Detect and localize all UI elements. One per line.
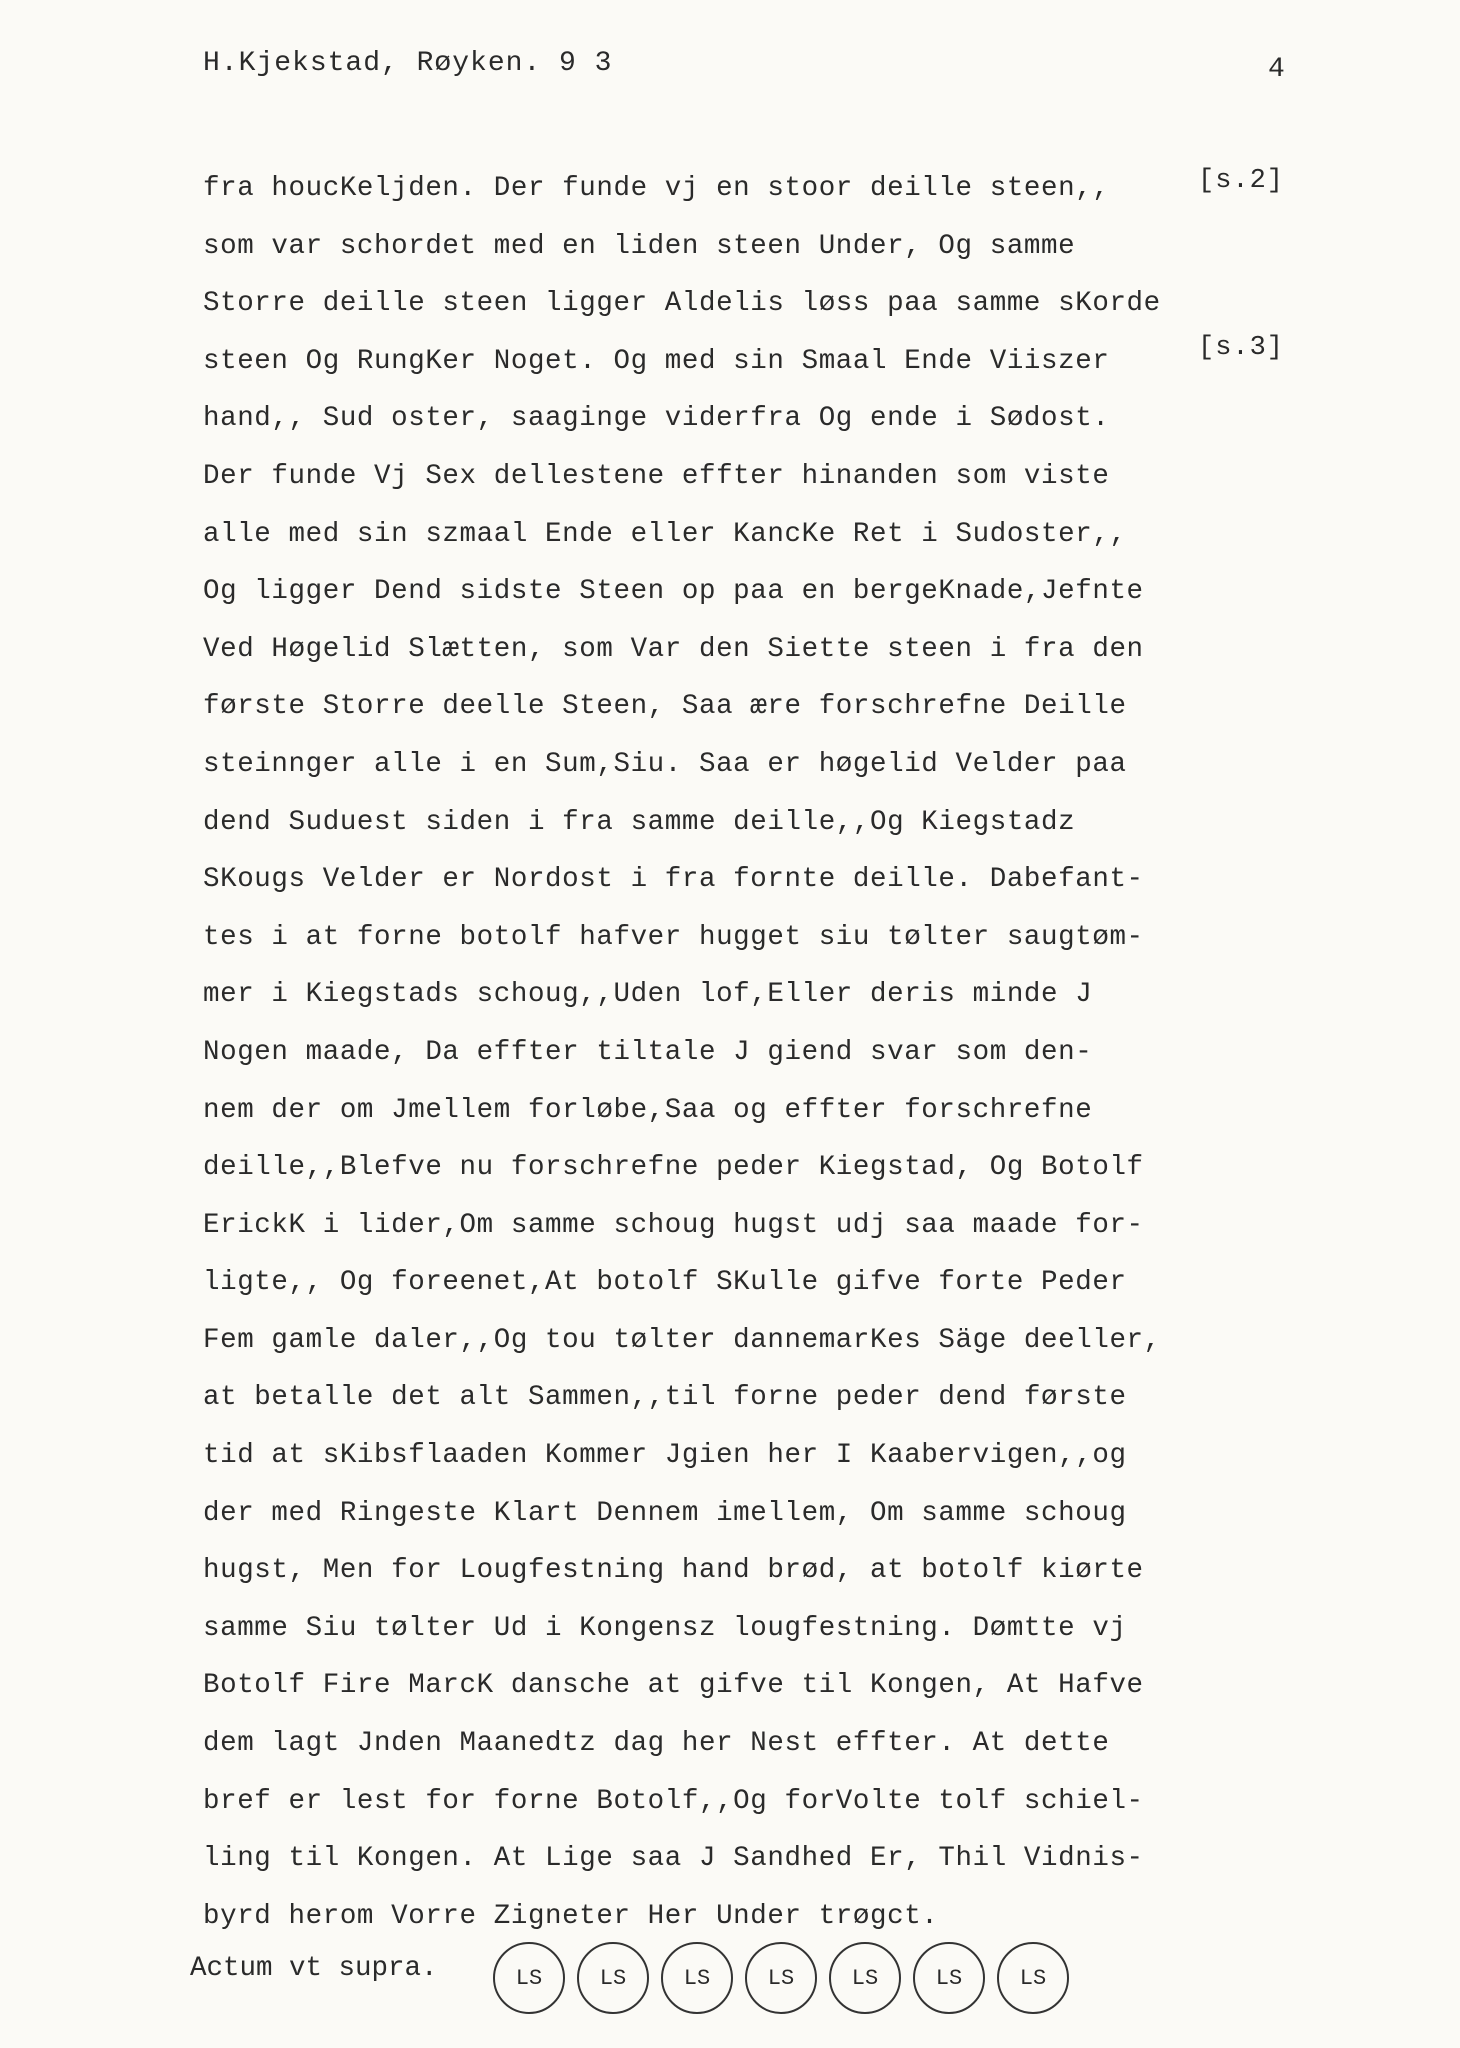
text-line: Storre deille steen ligger Aldelis løss paa samme sKorde	[203, 288, 1161, 320]
seal-mark: LS	[829, 1942, 901, 2014]
margin-reference: [s.3]	[1198, 333, 1285, 363]
seal-mark: LS	[577, 1942, 649, 2014]
text-line: bref er lest for forne Botolf,,Og forVolte tolf schiel-	[203, 1785, 1144, 1817]
text-line: fra houcKeljden. Der funde vj en stoor deille steen,,	[203, 173, 1110, 204]
text-line: SKougs Velder er Nordost i fra fornte deille. Dabefant-	[203, 864, 1144, 896]
text-line: ligte,, Og foreenet,At botolf SKulle gifve forte Peder	[203, 1267, 1127, 1299]
text-line: dend Suduest siden i fra samme deille,,Og Kiegstadz	[203, 806, 1076, 838]
text-line: hugst, Men for Lougfestning hand brød, at botolf kiørte	[203, 1555, 1144, 1587]
transcription-body	[203, 160, 1183, 1945]
text-line: deille,,Blefve nu forschrefne peder Kiegstad, Og Botolf	[203, 1152, 1144, 1184]
text-line: Der funde Vj Sex dellestene effter hinanden som viste	[203, 460, 1110, 492]
margin-reference: [s.2]	[1198, 166, 1285, 196]
text-line: byrd herom Vorre Zigneter Her Under trøgct.	[203, 1900, 939, 1932]
seal-mark: LS	[745, 1942, 817, 2014]
text-line: nem der om Jmellem forløbe,Saa og effter forschrefne	[203, 1094, 1093, 1126]
text-line: tes i at forne botolf hafver hugget siu tølter saugtøm-	[203, 921, 1144, 953]
text-line: Fem gamle daler,,Og tou tølter dannemarKes Säge deeller,	[203, 1324, 1161, 1356]
seal-mark: LS	[661, 1942, 733, 2014]
text-line: ErickK i lider,Om samme schoug hugst udj saa maade for-	[203, 1209, 1144, 1241]
text-line: dem lagt Jnden Maanedtz dag her Nest effter. At dette	[203, 1728, 1110, 1760]
text-line: som var schordet med en liden steen Under, Og samme	[203, 230, 1076, 262]
seal-mark: LS	[913, 1942, 985, 2014]
text-line: første Storre deelle Steen, Saa ære forschrefne Deille	[203, 691, 1127, 723]
closing-formula: Actum vt supra.	[190, 1953, 438, 1984]
text-line: at betalle det alt Sammen,,til forne peder dend første	[203, 1382, 1127, 1414]
document-header: H.Kjekstad, Røyken. 9 3	[203, 48, 613, 79]
text-line: steen Og RungKer Noget. Og med sin Smaal Ende Viiszer	[203, 345, 1110, 377]
text-line: Botolf Fire MarcK dansche at gifve til Kongen, At Hafve	[203, 1670, 1144, 1702]
text-line: tid at sKibsflaaden Kommer Jgien her I Kaabervigen,,og	[203, 1440, 1127, 1472]
text-line: der med Ringeste Klart Dennem imellem, Om samme schoug	[203, 1497, 1127, 1529]
text-line: alle med sin szmaal Ende eller KancKe Ret i Sudoster,,	[203, 518, 1127, 550]
text-line: hand,, Sud oster, saaginge viderfra Og ende i Sødost.	[203, 403, 1110, 435]
seal-mark: LS	[997, 1942, 1069, 2014]
text-line: Ved Høgelid Slætten, som Var den Siette steen i fra den	[203, 633, 1144, 665]
text-line: mer i Kiegstads schoug,,Uden lof,Eller deris minde J	[203, 979, 1093, 1011]
text-line: samme Siu tølter Ud i Kongensz lougfestning. Dømtte vj	[203, 1612, 1127, 1644]
page-number: 4	[1268, 54, 1285, 85]
text-line: Nogen maade, Da effter tiltale J giend svar som den-	[203, 1036, 1093, 1068]
text-line: steinnger alle i en Sum,Siu. Saa er høgelid Velder paa	[203, 748, 1127, 780]
text-line: ling til Kongen. At Lige saa J Sandhed Er, Thil Vidnis-	[203, 1843, 1144, 1875]
seal-row	[493, 1942, 1069, 2014]
seal-mark: LS	[493, 1942, 565, 2014]
text-line: Og ligger Dend sidste Steen op paa en bergeKnade,Jefnte	[203, 576, 1144, 608]
